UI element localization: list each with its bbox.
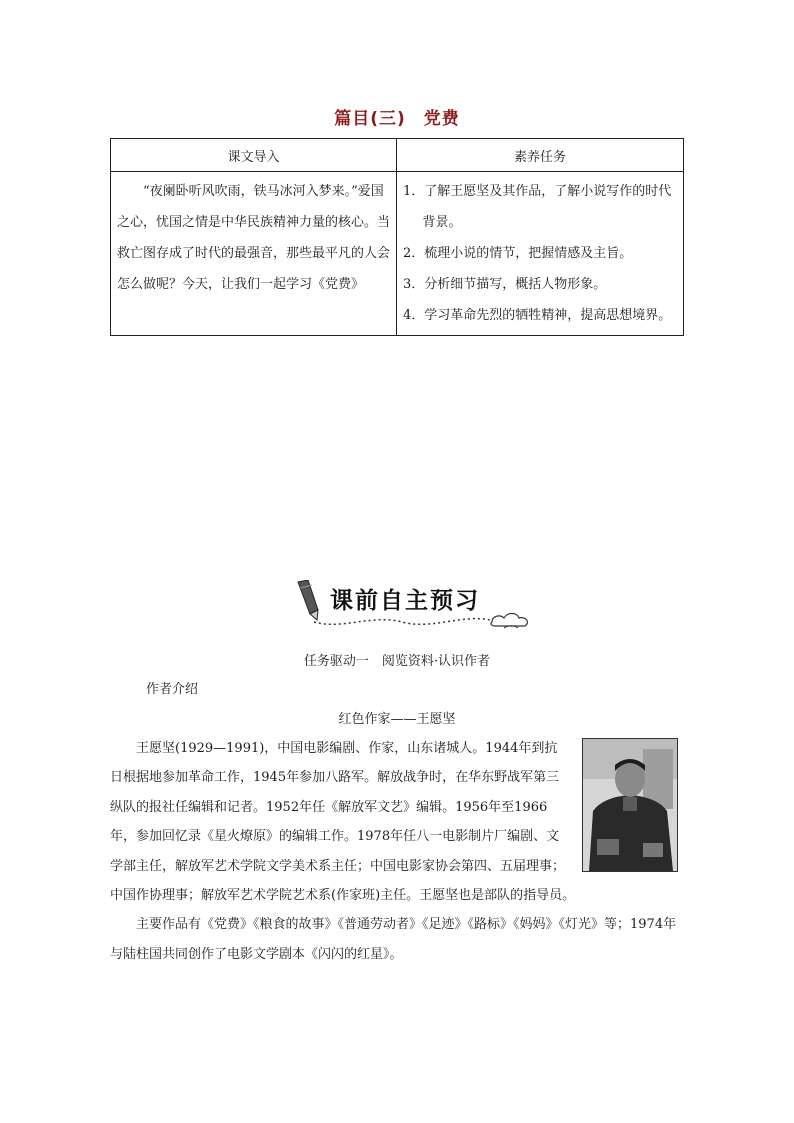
intro-table — [110, 138, 684, 336]
bio-paragraph: 王愿坚(1929—1991)，中国电影编剧、作家，山东诸城人。1944年到抗日根据地参加革命工作，1945年参加八路军。解放战争时，在华东野战军第三纵队的报社任编辑和记者。1952年任《解放军文艺》编辑。1956年至1966年，参加回忆录《星火燎原》的编辑工作。1978年任八一电影制片厂编剧、文学部主任，解放军艺术学院文学美术系主任；中国电影家协会第四、五届理事；中国作协理事；解放军艺术学院艺术系(作家班)主任。王愿坚也是部队的指导员。 — [110, 741, 576, 904]
author-photo — [582, 738, 678, 872]
banner-title: 课前自主预习 — [330, 588, 480, 614]
task-subheading: 任务驱动一 阅览资料·认识作者 — [303, 654, 491, 669]
task-item: 3．分析细节描写，概括人物形象。 — [403, 277, 607, 292]
lesson-intro-cell — [111, 172, 397, 336]
cloud-dotted-line-icon — [312, 608, 540, 634]
header-lesson-intro: 课文导入 — [111, 139, 397, 172]
header-literacy-tasks: 素养任务 — [397, 139, 684, 172]
author-subtitle: 红色作家——王愿坚 — [338, 712, 456, 727]
task-list — [403, 176, 677, 331]
task-item: 1．了解王愿坚及其作品，了解小说写作的时代背景。 — [403, 184, 672, 230]
table-header-row — [111, 139, 684, 172]
works-paragraph: 主要作品有《党费》《粮食的故事》《普通劳动者》《足迹》《路标》《妈妈》《灯光》等；1974年与陆柱国共同创作了电影文学剧本《闪闪的红星》。 — [110, 917, 677, 962]
page-title: 篇目(三) 党费 — [334, 109, 460, 129]
tasks-cell — [397, 172, 684, 336]
portrait-image — [583, 739, 677, 871]
task-item: 2．梳理小说的情节，把握情感及主旨。 — [403, 246, 633, 261]
lesson-intro-text: “夜阑卧听风吹雨，铁马冰河入梦来。”爱国之心，忧国之情是中华民族精神力量的核心。当救亡图存成了时代的最强音，那些最平凡的人会怎么做呢？今天，让我们一起学习《党费》 — [117, 184, 391, 292]
section-banner — [290, 578, 540, 634]
author-bio — [110, 734, 678, 969]
task-item: 4．学习革命先烈的牺牲精神，提高思想境界。 — [403, 308, 672, 323]
table-row — [111, 172, 684, 336]
author-intro-label: 作者介绍 — [146, 682, 199, 697]
